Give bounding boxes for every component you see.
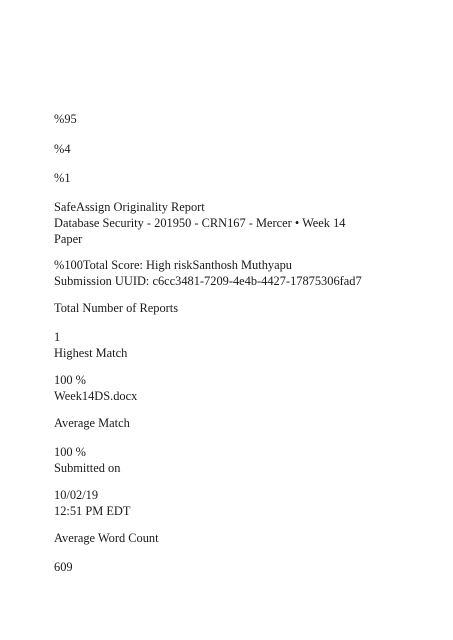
highest-match-file: Week14DS.docx [54, 389, 138, 403]
highest-match-value: 100 % [54, 373, 87, 387]
submitted-time: 12:51 PM EDT [54, 504, 131, 518]
report-title: SafeAssign Originality Report [54, 200, 205, 214]
percent-1: %1 [54, 171, 71, 185]
total-reports-value: 1 [54, 330, 61, 344]
submission-uuid: Submission UUID: c6cc3481-7209-4e4b-4427-17875306fad7 [54, 274, 362, 288]
average-word-count-value: 609 [54, 560, 73, 574]
course-line-1: Database Security - 201950 - CRN167 - Mercer • Week 14 [54, 216, 346, 230]
percent-4: %4 [54, 142, 71, 156]
score-line: %100Total Score: High riskSanthosh Muthyapu [54, 258, 292, 272]
average-match-label: Average Match [54, 416, 130, 430]
highest-match-label: Highest Match [54, 346, 128, 360]
average-word-count-label: Average Word Count [54, 531, 159, 545]
submitted-on-label: Submitted on [54, 461, 121, 475]
percent-95: %95 [54, 112, 77, 126]
average-match-value: 100 % [54, 445, 87, 459]
course-line-2: Paper [54, 232, 83, 246]
total-reports-label: Total Number of Reports [54, 301, 179, 315]
submitted-date: 10/02/19 [54, 488, 99, 502]
